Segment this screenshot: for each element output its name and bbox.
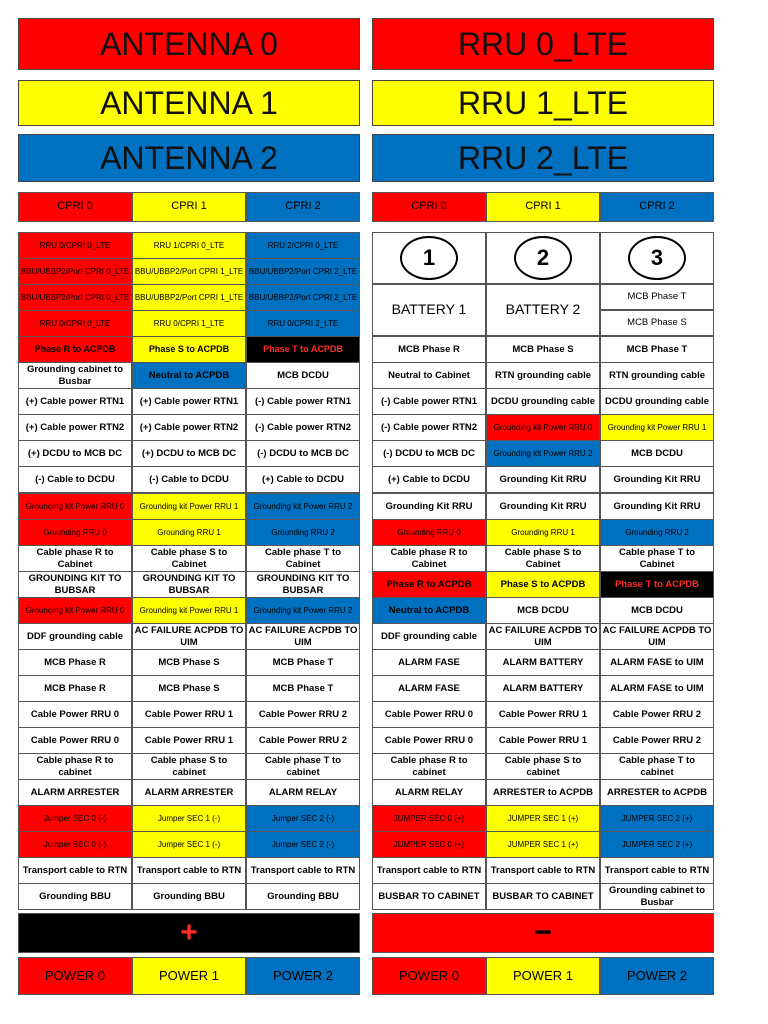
left-row-6-col-2: (-) Cable power RTN1	[246, 388, 360, 415]
left-row-15-col-0: DDF grounding cable	[18, 623, 132, 650]
right-row-0-col-2: MCB Phase T	[600, 336, 714, 363]
left-row-16-col-1: MCB Phase S	[132, 649, 246, 676]
right-row-3-col-0: (-) Cable power RTN2	[372, 414, 486, 441]
right-row-8-col-2: Cable phase T to Cabinet	[600, 545, 714, 572]
left-row-0-col-2: RRU 2/CPRI 0_LTE	[246, 232, 360, 259]
left-row-14-col-2: Grounding kit Power RRU 2	[246, 597, 360, 624]
left-header-0: ANTENNA 0	[18, 18, 360, 70]
right-top-col3-1: MCB Phase S	[600, 310, 714, 336]
left-row-20-col-1: Cable phase S to cabinet	[132, 753, 246, 780]
left-row-5-col-1: Neutral to ACPDB	[132, 362, 246, 389]
right-row-9-col-0: Phase R to ACPDB	[372, 571, 486, 598]
right-row-4-col-0: (-) DCDU to MCB DC	[372, 440, 486, 467]
left-row-10-col-1: Grounding kit Power RRU 1	[132, 493, 246, 520]
right-row-19-col-0: JUMPER SEC 0 (+)	[372, 831, 486, 858]
right-header-1: RRU 1_LTE	[372, 80, 714, 126]
left-row-0-col-0: RRU 0/CPRI 0_LTE	[18, 232, 132, 259]
right-power-2: POWER 2	[600, 957, 714, 995]
right-row-11-col-1: AC FAILURE ACPDB TO UIM	[486, 623, 600, 650]
right-row-2-col-0: (-) Cable power RTN1	[372, 388, 486, 415]
right-row-8-col-1: Cable phase S to Cabinet	[486, 545, 600, 572]
right-power-1: POWER 1	[486, 957, 600, 995]
left-row-21-col-2: ALARM RELAY	[246, 779, 360, 806]
right-row-15-col-0: Cable Power RRU 0	[372, 727, 486, 754]
right-cpri-2: CPRI 2	[600, 192, 714, 222]
right-row-1-col-0: Neutral to Cabinet	[372, 362, 486, 389]
left-row-22-col-0: Jumper SEC 0 (-)	[18, 805, 132, 832]
left-row-8-col-1: (+) DCDU to MCB DC	[132, 440, 246, 467]
right-row-2-col-1: DCDU grounding cable	[486, 388, 600, 415]
left-row-18-col-2: Cable Power RRU 2	[246, 701, 360, 728]
right-row-8-col-0: Cable phase R to Cabinet	[372, 545, 486, 572]
cell-text: Phase T to ACPDB	[263, 343, 343, 354]
left-row-24-col-1: Transport cable to RTN	[132, 857, 246, 884]
left-row-17-col-1: MCB Phase S	[132, 675, 246, 702]
right-header-0: RRU 0_LTE	[372, 18, 714, 70]
plus-sign: +	[180, 916, 198, 950]
left-row-12-col-2: Cable phase T to Cabinet	[246, 545, 360, 572]
left-row-7-col-0: (+) Cable power RTN2	[18, 414, 132, 441]
left-row-22-col-1: Jumper SEC 1 (-)	[132, 805, 246, 832]
left-row-25-col-2: Grounding BBU	[246, 883, 360, 910]
right-row-20-col-2: Transport cable to RTN	[600, 857, 714, 884]
right-row-10-col-2: MCB DCDU	[600, 597, 714, 624]
right-row-16-col-0: Cable phase R to cabinet	[372, 753, 486, 780]
left-row-8-col-2: (-) DCDU to MCB DC	[246, 440, 360, 467]
left-row-25-col-1: Grounding BBU	[132, 883, 246, 910]
left-row-19-col-2: Cable Power RRU 2	[246, 727, 360, 754]
left-row-10-col-2: Grounding kit Power RRU 2	[246, 493, 360, 520]
left-row-9-col-2: (+) Cable to DCDU	[246, 466, 360, 493]
circle-cell-1	[486, 232, 600, 284]
right-row-7-col-2: Grounding RRU 2	[600, 519, 714, 546]
left-row-17-col-0: MCB Phase R	[18, 675, 132, 702]
left-row-9-col-0: (-) Cable to DCDU	[18, 466, 132, 493]
right-row-21-col-2: Grounding cabinet to Busbar	[600, 883, 714, 910]
right-row-5-col-1: Grounding Kit RRU	[486, 466, 600, 493]
right-row-13-col-2: ALARM FASE to UIM	[600, 675, 714, 702]
right-row-12-col-1: ALARM BATTERY	[486, 649, 600, 676]
number-circle: 3	[628, 236, 686, 280]
right-row-3-col-2: Grounding kit Power RRU 1	[600, 414, 714, 441]
right-row-5-col-0: (+) Cable to DCDU	[372, 466, 486, 493]
left-row-12-col-0: Cable phase R to Cabinet	[18, 545, 132, 572]
number-circle: 1	[400, 236, 458, 280]
right-power-0: POWER 0	[372, 957, 486, 995]
right-row-7-col-0: Grounding RRU 0	[372, 519, 486, 546]
right-row-4-col-1: Grounding kit Power RRU 2	[486, 440, 600, 467]
left-row-14-col-0: Grounding kit Power RRU 0	[18, 597, 132, 624]
left-row-4-col-2	[246, 336, 360, 363]
left-row-21-col-0: ALARM ARRESTER	[18, 779, 132, 806]
right-row-18-col-0: JUMPER SEC 0 (+)	[372, 805, 486, 832]
minus-sign: −	[534, 916, 552, 950]
left-row-5-col-2: MCB DCDU	[246, 362, 360, 389]
left-row-2-col-0: BBU/UBBP2/Port CPRI 0_LTE	[18, 284, 132, 311]
left-row-11-col-1: Grounding RRU 1	[132, 519, 246, 546]
right-row-21-col-0: BUSBAR TO CABINET	[372, 883, 486, 910]
left-row-4-col-0: Phase R to ACPDB	[18, 336, 132, 363]
right-top-col3-0: MCB Phase T	[600, 284, 714, 310]
left-row-15-col-2: AC FAILURE ACPDB TO UIM	[246, 623, 360, 650]
plus-sign-bar	[18, 913, 360, 953]
right-row-9-col-2	[600, 571, 714, 598]
left-row-8-col-0: (+) DCDU to MCB DC	[18, 440, 132, 467]
right-row-0-col-0: MCB Phase R	[372, 336, 486, 363]
right-row-14-col-2: Cable Power RRU 2	[600, 701, 714, 728]
right-header-2: RRU 2_LTE	[372, 134, 714, 182]
left-row-10-col-0: Grounding kit Power RRU 0	[18, 493, 132, 520]
right-row-18-col-2: JUMPER SEC 2 (+)	[600, 805, 714, 832]
left-row-24-col-2: Transport cable to RTN	[246, 857, 360, 884]
right-row-11-col-2: AC FAILURE ACPDB TO UIM	[600, 623, 714, 650]
right-row-12-col-2: ALARM FASE to UIM	[600, 649, 714, 676]
left-row-2-col-2: BBU/UBBP2/Port CPRI 2_LTE	[246, 284, 360, 311]
left-power-1: POWER 1	[132, 957, 246, 995]
left-row-16-col-0: MCB Phase R	[18, 649, 132, 676]
right-row-15-col-1: Cable Power RRU 1	[486, 727, 600, 754]
right-row-17-col-1: ARRESTER to ACPDB	[486, 779, 600, 806]
left-row-7-col-2: (-) Cable power RTN2	[246, 414, 360, 441]
right-row-1-col-1: RTN grounding cable	[486, 362, 600, 389]
number-circle: 2	[514, 236, 572, 280]
right-row-18-col-1: JUMPER SEC 1 (+)	[486, 805, 600, 832]
left-power-2: POWER 2	[246, 957, 360, 995]
right-row-6-col-1: Grounding Kit RRU	[486, 493, 600, 520]
right-row-17-col-0: ALARM RELAY	[372, 779, 486, 806]
cell-text: Phase T to ACPDB	[614, 578, 700, 590]
right-cpri-0: CPRI 0	[372, 192, 486, 222]
left-row-13-col-2: GROUNDING KIT TO BUBSAR	[246, 571, 360, 598]
right-row-12-col-0: ALARM FASE	[372, 649, 486, 676]
left-row-5-col-0: Grounding cabinet to Busbar	[18, 362, 132, 389]
right-row-4-col-2: MCB DCDU	[600, 440, 714, 467]
circle-cell-2	[600, 232, 714, 284]
right-row-14-col-0: Cable Power RRU 0	[372, 701, 486, 728]
left-row-23-col-0: Jumper SEC 0 (-)	[18, 831, 132, 858]
left-row-1-col-0: BBU/UBBP2/Port CPRI 0_LTE	[18, 258, 132, 285]
left-row-1-col-2: BBU/UBBP2/Port CPRI 2_LTE	[246, 258, 360, 285]
right-row-16-col-1: Cable phase S to cabinet	[486, 753, 600, 780]
left-row-16-col-2: MCB Phase T	[246, 649, 360, 676]
left-row-11-col-2: Grounding RRU 2	[246, 519, 360, 546]
left-row-0-col-1: RRU 1/CPRI 0_LTE	[132, 232, 246, 259]
left-row-22-col-2: Jumper SEC 2 (-)	[246, 805, 360, 832]
right-row-20-col-0: Transport cable to RTN	[372, 857, 486, 884]
right-row-19-col-2: JUMPER SEC 2 (+)	[600, 831, 714, 858]
left-row-1-col-1: BBU/UBBP2/Port CPRI 1_LTE	[132, 258, 246, 285]
battery-label-1: BATTERY 2	[486, 284, 600, 336]
left-row-4-col-1: Phase S to ACPDB	[132, 336, 246, 363]
right-row-9-col-1: Phase S to ACPDB	[486, 571, 600, 598]
left-row-19-col-1: Cable Power RRU 1	[132, 727, 246, 754]
left-row-18-col-1: Cable Power RRU 1	[132, 701, 246, 728]
right-row-20-col-1: Transport cable to RTN	[486, 857, 600, 884]
left-row-15-col-1: AC FAILURE ACPDB TO UIM	[132, 623, 246, 650]
left-row-25-col-0: Grounding BBU	[18, 883, 132, 910]
left-power-0: POWER 0	[18, 957, 132, 995]
left-row-6-col-1: (+) Cable power RTN1	[132, 388, 246, 415]
left-row-23-col-1: Jumper SEC 1 (-)	[132, 831, 246, 858]
right-row-15-col-2: Cable Power RRU 2	[600, 727, 714, 754]
battery-label-0: BATTERY 1	[372, 284, 486, 336]
left-cpri-1: CPRI 1	[132, 192, 246, 222]
right-row-10-col-0: Neutral to ACPDB	[372, 597, 486, 624]
left-row-14-col-1: Grounding kit Power RRU 1	[132, 597, 246, 624]
right-row-14-col-1: Cable Power RRU 1	[486, 701, 600, 728]
right-cpri-1: CPRI 1	[486, 192, 600, 222]
left-row-20-col-2: Cable phase T to cabinet	[246, 753, 360, 780]
left-row-12-col-1: Cable phase S to Cabinet	[132, 545, 246, 572]
left-row-17-col-2: MCB Phase T	[246, 675, 360, 702]
right-row-16-col-2: Cable phase T to cabinet	[600, 753, 714, 780]
right-row-10-col-1: MCB DCDU	[486, 597, 600, 624]
right-row-21-col-1: BUSBAR TO CABINET	[486, 883, 600, 910]
left-header-1: ANTENNA 1	[18, 80, 360, 126]
left-row-6-col-0: (+) Cable power RTN1	[18, 388, 132, 415]
right-row-13-col-0: ALARM FASE	[372, 675, 486, 702]
left-cpri-0: CPRI 0	[18, 192, 132, 222]
circle-cell-0	[372, 232, 486, 284]
right-row-17-col-2: ARRESTER to ACPDB	[600, 779, 714, 806]
left-row-23-col-2: Jumper SEC 2 (-)	[246, 831, 360, 858]
left-row-3-col-1: RRU 0/CPRI 1_LTE	[132, 310, 246, 337]
left-row-3-col-0: RRU 0/CPRI 0_LTE	[18, 310, 132, 337]
left-row-11-col-0: Grounding RRU 0	[18, 519, 132, 546]
left-cpri-2: CPRI 2	[246, 192, 360, 222]
right-row-19-col-1: JUMPER SEC 1 (+)	[486, 831, 600, 858]
right-row-11-col-0: DDF grounding cable	[372, 623, 486, 650]
left-row-9-col-1: (-) Cable to DCDU	[132, 466, 246, 493]
left-row-21-col-1: ALARM ARRESTER	[132, 779, 246, 806]
right-row-7-col-1: Grounding RRU 1	[486, 519, 600, 546]
right-row-0-col-1: MCB Phase S	[486, 336, 600, 363]
left-row-13-col-0: GROUNDING KIT TO BUBSAR	[18, 571, 132, 598]
left-row-24-col-0: Transport cable to RTN	[18, 857, 132, 884]
right-row-6-col-2: Grounding Kit RRU	[600, 493, 714, 520]
left-row-2-col-1: BBU/UBBP2/Port CPRI 1_LTE	[132, 284, 246, 311]
left-header-2: ANTENNA 2	[18, 134, 360, 182]
right-row-5-col-2: Grounding Kit RRU	[600, 466, 714, 493]
left-row-18-col-0: Cable Power RRU 0	[18, 701, 132, 728]
left-row-19-col-0: Cable Power RRU 0	[18, 727, 132, 754]
left-row-7-col-1: (+) Cable power RTN2	[132, 414, 246, 441]
right-row-2-col-2: DCDU grounding cable	[600, 388, 714, 415]
minus-sign-bar	[372, 913, 714, 953]
left-row-3-col-2: RRU 0/CPRI 2_LTE	[246, 310, 360, 337]
right-row-13-col-1: ALARM BATTERY	[486, 675, 600, 702]
right-row-3-col-1: Grounding kit Power RRU 0	[486, 414, 600, 441]
left-row-13-col-1: GROUNDING KIT TO BUBSAR	[132, 571, 246, 598]
left-row-20-col-0: Cable phase R to cabinet	[18, 753, 132, 780]
right-row-6-col-0: Grounding Kit RRU	[372, 493, 486, 520]
right-row-1-col-2: RTN grounding cable	[600, 362, 714, 389]
